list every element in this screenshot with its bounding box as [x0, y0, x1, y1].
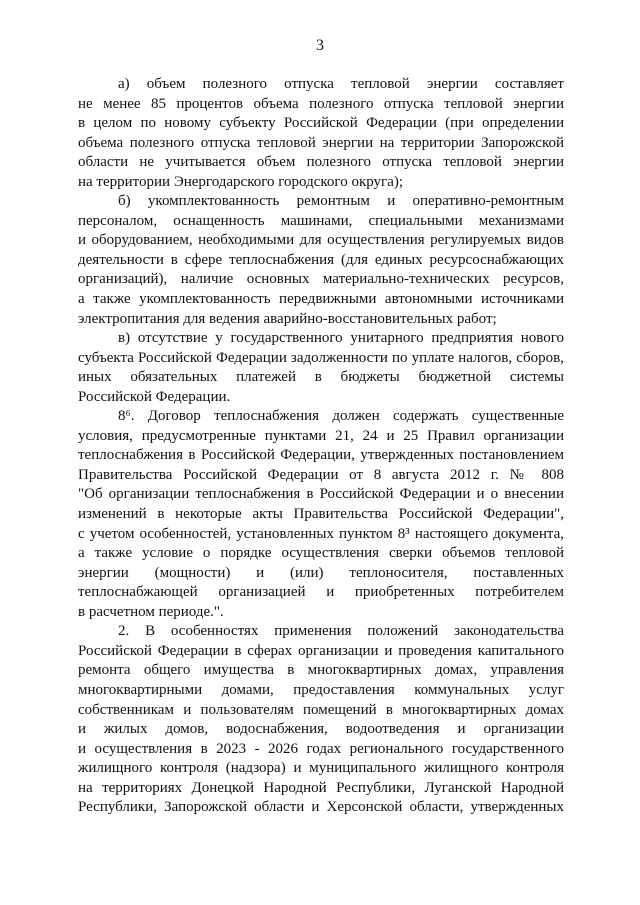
- text-line: иных обязательных платежей в бюджеты бюджетной системы: [78, 369, 564, 386]
- text-line: с учетом особенностей, установленных пунктом 8³ настоящего документа,: [78, 525, 564, 542]
- text-line: 8⁶. Договор теплоснабжения должен содержать существенные: [118, 408, 564, 425]
- text-line: не менее 85 процентов объема полезного отпуска тепловой энергии: [78, 95, 564, 112]
- text-line: изменений в некоторые акты Правительства Российской Федерации",: [78, 506, 564, 523]
- text-line: условия, предусмотренные пунктами 21, 24 и 25 Правил организации: [78, 427, 564, 444]
- text-line: "Об организации теплоснабжения в Российской Федерации и о внесении: [78, 486, 564, 503]
- text-line: субъекта Российской Федерации задолженности по уплате налогов, сборов,: [78, 349, 564, 366]
- text-line: Российской Федерации в сферах организации и проведения капитального: [78, 642, 564, 659]
- text-line: персоналом, оснащенность машинами, специальными механизмами: [78, 212, 564, 229]
- text-line: теплоснабжающей организацией и приобретенных потребителем: [78, 584, 564, 601]
- text-line: области не учитывается объем полезного отпуска тепловой энергии: [78, 154, 564, 171]
- text-line: жилищного контроля (надзора) и муниципального жилищного контроля: [78, 760, 564, 777]
- text-line: а) объем полезного отпуска тепловой энергии составляет: [118, 76, 564, 92]
- text-line: многоквартирными домами, предоставления коммунальных услуг: [78, 681, 564, 698]
- text-line: в расчетном периоде.".: [78, 603, 224, 620]
- text-line: в) отсутствие у государственного унитарного предприятия нового: [118, 330, 564, 347]
- text-line: организаций), наличие основных материально-технических ресурсов,: [78, 271, 564, 288]
- text-line: на территории Энергодарского городского округа);: [78, 173, 404, 190]
- text-line: а также условие о порядке осуществления сверки объемов тепловой: [78, 545, 564, 562]
- text-line: б) укомплектованность ремонтным и оперативно-ремонтным: [118, 193, 564, 210]
- text-line: электропитания для ведения аварийно-восстановительных работ;: [78, 310, 497, 327]
- text-line: и оборудованием, необходимыми для осуществления регулируемых видов: [78, 232, 564, 249]
- text-line: в целом по новому субъекту Российской Федерации (при определении: [78, 115, 564, 132]
- text-line: Правительства Российской Федерации от 8 августа 2012 г. № 808: [78, 466, 564, 483]
- text-line: объема полезного отпуска тепловой энергии на территории Запорожской: [78, 134, 564, 151]
- text-line: и осуществления в 2023 - 2026 годах регионального государственного: [78, 740, 564, 757]
- text-line: деятельности в сфере теплоснабжения (для единых ресурсоснабжающих: [78, 251, 564, 268]
- text-line: собственникам и пользователям помещений в многоквартирных домах: [78, 701, 564, 718]
- text-line: а также укомплектованность передвижными автономными источниками: [78, 291, 564, 308]
- text-line: и жилых домов, водоснабжения, водоотведения и организации: [78, 721, 564, 738]
- text-line: теплоснабжения в Российской Федерации, утвержденных постановлением: [78, 447, 564, 464]
- body-text: [78, 75, 564, 818]
- text-line: энергии (мощности) и (или) теплоносителя, поставленных: [78, 564, 564, 581]
- text-line: на территориях Донецкой Народной Республики, Луганской Народной: [78, 779, 564, 796]
- text-line: 2. В особенностях применения положений законодательства: [118, 623, 564, 640]
- text-line: Республики, Запорожской области и Херсонской области, утвержденных: [78, 799, 564, 816]
- page-number: 3: [316, 37, 324, 54]
- text-line: ремонта общего имущества в многоквартирных домах, управления: [78, 662, 564, 679]
- text-line: Российской Федерации.: [78, 388, 231, 405]
